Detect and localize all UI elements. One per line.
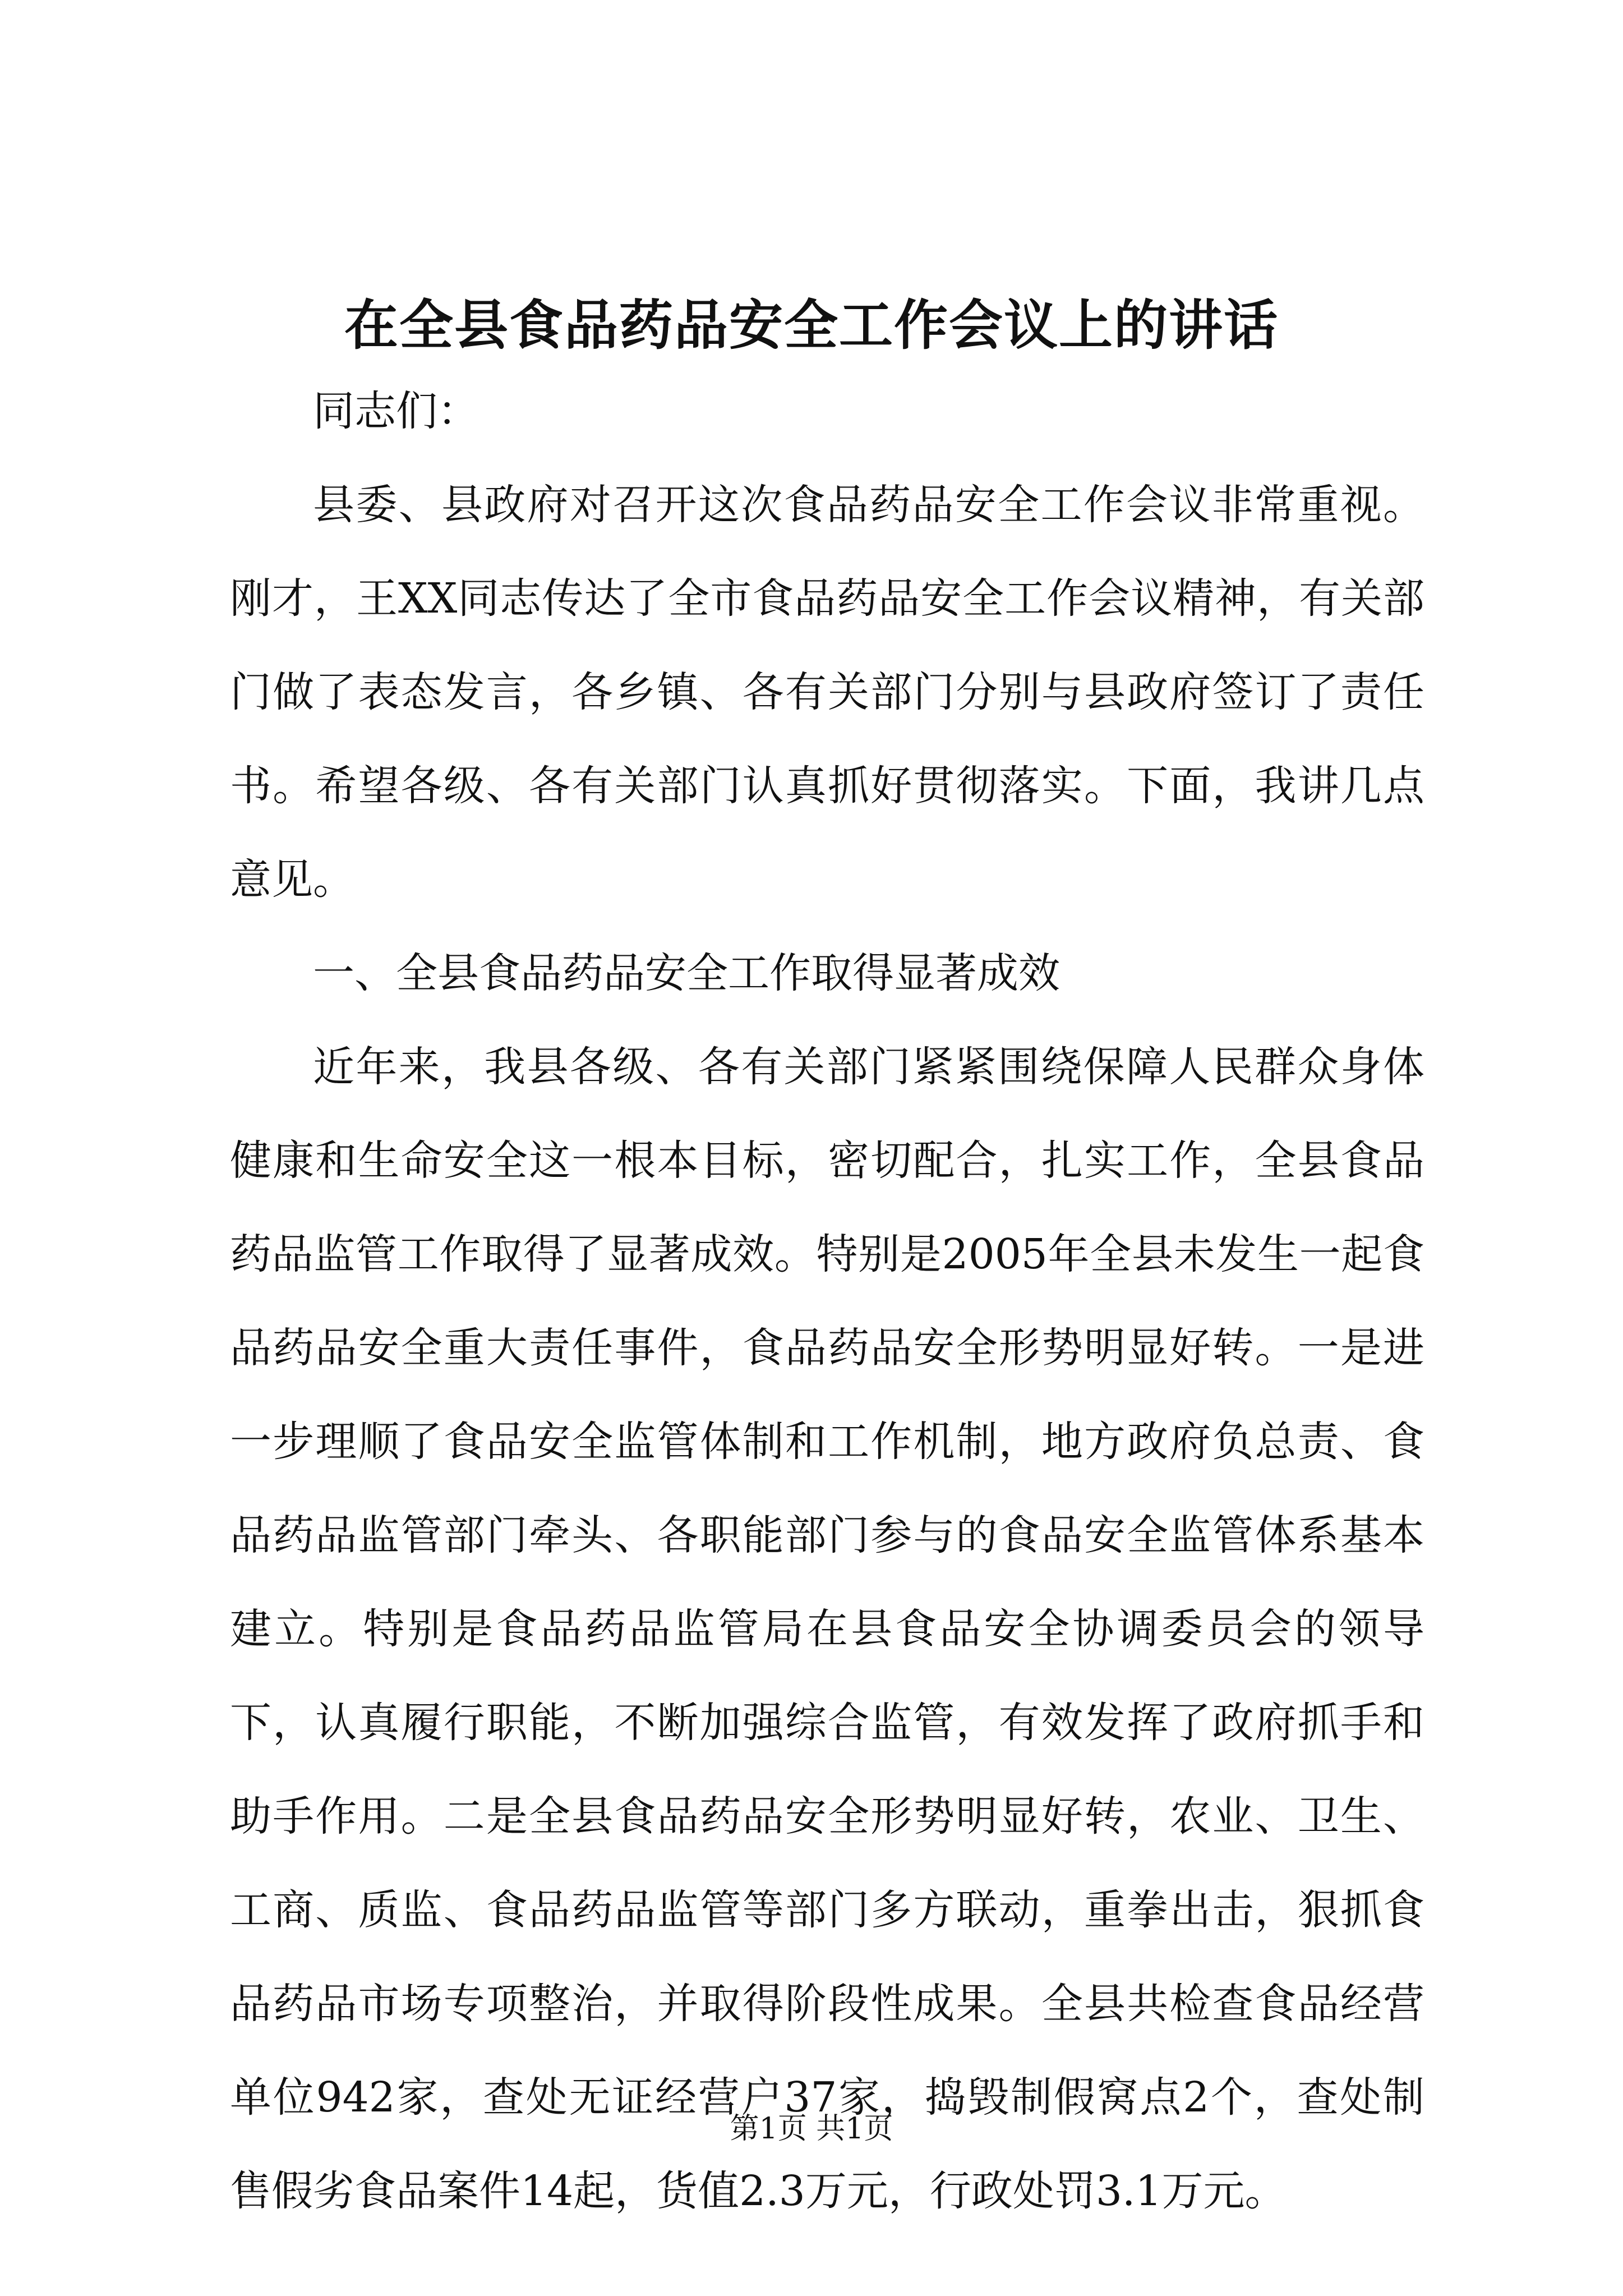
opening-paragraph: 县委、县政府对召开这次食品药品安全工作会议非常重视。刚才，王XX同志传达了全市食品药品安全工作会议精神，有关部门做了表态发言，各乡镇、各有关部门分别与县政府签订了责任书。希望各级、各有关部门认真抓好贯彻落实。下面，我讲几点意见。 [230,481,1424,904]
salutation: 同志们： [313,387,479,435]
document-body [230,365,1424,2238]
document-title: 在全县食品药品安全工作会议上的讲话 [344,293,1279,357]
section-heading: 一、全县食品药品安全工作取得显著成效 [313,949,1060,997]
section-paragraph: 近年来，我县各级、各有关部门紧紧围绕保障人民群众身体健康和生命安全这一根本目标，密切配合，扎实工作，全县食品药品监管工作取得了显著成效。特别是2005年全县未发生一起食品药品安全重大责任事件，食品药品安全形势明显好转。一是进一步理顺了食品安全监管体制和工作机制，地方政府负总责、食品药品监管部门牵头、各职能部门参与的食品安全监管体系基本建立。特别是食品药品监管局在县食品安全协调委员会的领导下，认真履行职能，不断加强综合监管，有效发挥了政府抓手和助手作用。二是全县食品药品安全形势明显好转，农业、卫生、工商、质监、食品药品监管等部门多方联动，重拳出击，狠抓食品药品市场专项整治，并取得阶段性成果。全县共检查食品经营单位942家，查处无证经营户37家，捣毁制假窝点2个，查处制售假劣食品案件14起，货值2.3万元，行政处罚3.1万元。 [230,1043,1424,2215]
page-footer: 第1页 共1页 [730,2112,893,2146]
